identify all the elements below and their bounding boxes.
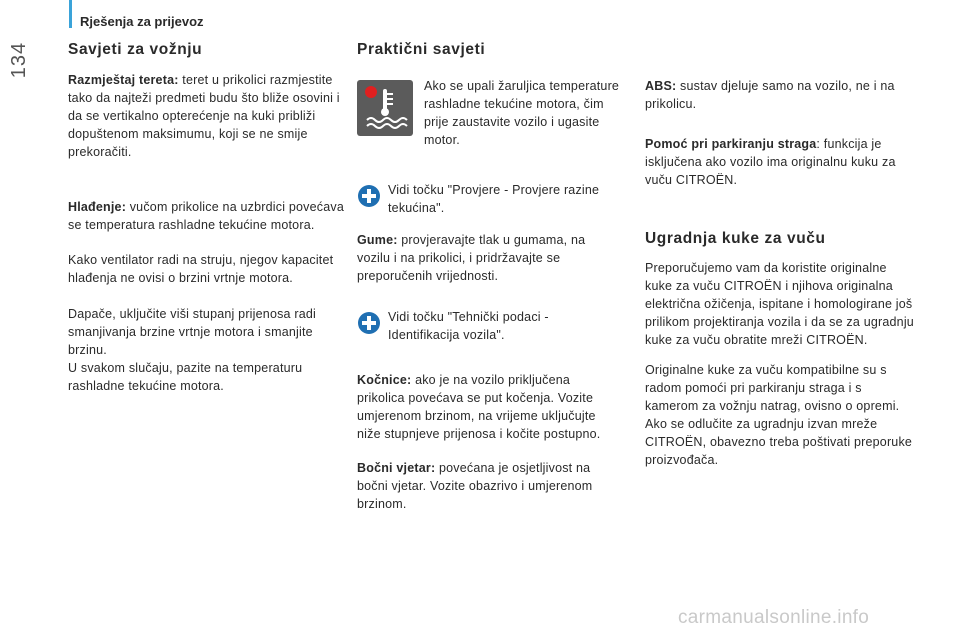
parking-assist-label: Pomoć pri parkiranju straga — [645, 137, 817, 151]
abs-label: ABS: — [645, 79, 677, 93]
crosswind-text: povećana je osjetljivost na bočni vjetar. Vozite obazrivo i umjerenom brzinom. — [357, 461, 593, 511]
section-accent-bar — [69, 0, 72, 28]
load-distribution-label: Razmještaj tereta: — [68, 73, 179, 87]
driving-tips-heading: Savjeti za vožnju — [68, 41, 203, 58]
practical-tips-heading: Praktični savjeti — [357, 41, 486, 58]
technical-data-reference: Vidi točku "Tehnički podaci - Identifikacija vozila". — [388, 310, 549, 342]
abs-text: sustav djeluje samo na vozilo, ne i na prikolicu. — [645, 79, 895, 111]
brakes-paragraph — [357, 371, 619, 443]
towbar-fitting-heading: Ugradnja kuke za vuču — [645, 230, 826, 247]
cooling-label: Hlađenje: — [68, 200, 127, 214]
towbar-recommendation-paragraph: Preporučujemo vam da koristite originalne kuke za vuču CITROËN i njihova originalna električna ožičenja, ispitane i homologirane još prilikom projektiranja vozila i da se za ugradnju kuke za vuču obratite mreži CITROËN. — [645, 261, 914, 347]
towbar-compatibility-paragraph: Originalne kuke za vuču kompatibilne su s radom pomoći pri parkiranju straga i s kamerom za vožnju natrag, ovisno o opremi. — [645, 363, 900, 413]
crosswind-paragraph — [357, 459, 619, 513]
gear-paragraph: Dapače, uključite viši stupanj prijenosa radi smanjivanja brzine vrtnje motora i smanjite brzinu. — [68, 307, 317, 357]
cooling-text: vučom prikolice na uzbrdici povećava se temperatura rashladne tekućine motora. — [68, 200, 344, 232]
brakes-text: ako je na vozilo priključena prikolica povećava se put kočenja. Vozite umjerenom brzinom, na vrijeme uključujte niže stupnjeve prijenosa i kočite postupno. — [357, 373, 601, 441]
tyres-paragraph — [357, 231, 619, 285]
plus-icon — [357, 311, 381, 340]
abs-paragraph — [645, 77, 915, 113]
cooling-paragraph — [68, 198, 346, 234]
coolant-warning-text: Ako se upali žaruljica temperature rashladne tekućine motora, čim prije zaustavite vozilo i ugasite motor. — [424, 79, 620, 147]
page-number: 134 — [8, 41, 30, 79]
parking-assist-text: : funkcija je isključena ako vozilo ima originalnu kuku za vuču CITROËN. — [645, 137, 896, 187]
towbar-third-party-paragraph: Ako se odlučite za ugradnju izvan mreže CITROËN, obavezno treba poštivati preporuke proizvođača. — [645, 417, 913, 467]
watermark: carmanualsonline.info — [678, 607, 870, 628]
coolant-watch-paragraph: U svakom slučaju, pazite na temperaturu rashladne tekućine motora. — [68, 361, 303, 393]
fluid-levels-reference: Vidi točku "Provjere - Provjere razine tekućina". — [388, 183, 600, 215]
crosswind-label: Bočni vjetar: — [357, 461, 436, 475]
section-title: Rješenja za prijevoz — [80, 14, 204, 29]
tyres-label: Gume: — [357, 233, 398, 247]
load-distribution-paragraph — [68, 71, 346, 161]
load-distribution-text: teret u prikolici razmjestite tako da najteži predmeti budu što bliže osovini i da se vertikalno opterećenje na kuki približi dopuštenom maksimumu, koji se ne smije prekoračiti. — [68, 73, 340, 159]
coolant-temperature-warning-icon — [357, 80, 413, 136]
tyres-text: provjeravajte tlak u gumama, na vozilu i na prikolici, i pridržavajte se preporučenih vrijednosti. — [357, 233, 586, 283]
brakes-label: Kočnice: — [357, 373, 412, 387]
fan-paragraph: Kako ventilator radi na struju, njegov kapacitet hlađenja ne ovisi o brzini vrtnje motora. — [68, 253, 334, 285]
parking-assist-paragraph — [645, 135, 915, 189]
plus-icon — [357, 184, 381, 213]
